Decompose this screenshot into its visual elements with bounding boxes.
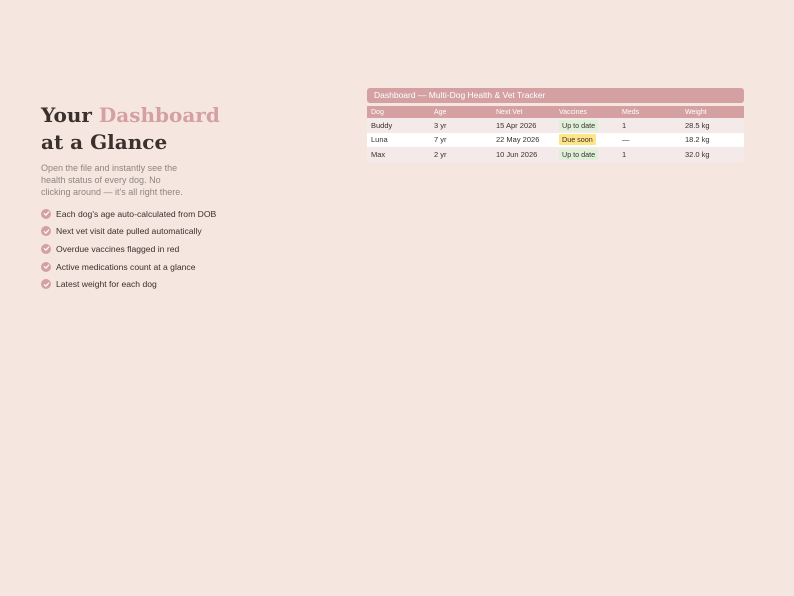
column-header-next-vet: Next Vet [492, 106, 555, 118]
column-header-meds: Meds [618, 106, 681, 118]
feature-label: Each dog's age auto-calculated from DOB [56, 208, 217, 219]
check-circle-icon [41, 262, 51, 272]
cell-age: 7 yr [430, 133, 492, 148]
feature-item [41, 275, 341, 293]
cell-next-vet: 10 Jun 2026 [492, 147, 555, 162]
table-row [367, 118, 744, 133]
feature-label: Latest weight for each dog [56, 279, 157, 290]
feature-list [41, 205, 341, 293]
dashboard-preview [367, 88, 744, 162]
dashboard-table [367, 106, 744, 162]
cell-vaccines [555, 118, 618, 133]
vaccine-status-badge: Due soon [559, 134, 596, 145]
cell-weight: 32.0 kg [681, 147, 744, 162]
page-headline [41, 102, 341, 156]
check-circle-icon [41, 209, 51, 219]
dashboard-title: Dashboard — Multi-Dog Health & Vet Tracker [367, 88, 744, 103]
feature-item [41, 240, 341, 258]
column-header-weight: Weight [681, 106, 744, 118]
subtitle: Open the file and instantly see the health status of every dog. No clicking around — it's all right there. [41, 163, 183, 197]
feature-item [41, 258, 341, 276]
cell-meds: 1 [618, 118, 681, 133]
cell-meds: — [618, 133, 681, 148]
cell-vaccines [555, 147, 618, 162]
cell-age: 3 yr [430, 118, 492, 133]
cell-dog: Buddy [367, 118, 430, 133]
cell-next-vet: 15 Apr 2026 [492, 118, 555, 133]
vaccine-status-badge: Up to date [559, 149, 598, 160]
table-row [367, 147, 744, 162]
cell-dog: Max [367, 147, 430, 162]
headline-accent: Dashboard [98, 103, 220, 127]
table-header-row [367, 106, 744, 118]
headline-line2: at a Glance [41, 130, 168, 154]
check-circle-icon [41, 226, 51, 236]
cell-dog: Luna [367, 133, 430, 148]
feature-item [41, 223, 341, 241]
cell-weight: 28.5 kg [681, 118, 744, 133]
hero-section [41, 102, 341, 293]
cell-meds: 1 [618, 147, 681, 162]
column-header-vaccines: Vaccines [555, 106, 618, 118]
vaccine-status-badge: Up to date [559, 120, 598, 131]
headline-part1: Your [41, 103, 99, 127]
feature-label: Active medications count at a glance [56, 261, 196, 272]
cell-age: 2 yr [430, 147, 492, 162]
table-row [367, 133, 744, 148]
cell-vaccines [555, 133, 618, 148]
feature-label: Overdue vaccines flagged in red [56, 243, 180, 254]
cell-next-vet: 22 May 2026 [492, 133, 555, 148]
feature-item [41, 205, 341, 223]
check-circle-icon [41, 244, 51, 254]
check-circle-icon [41, 279, 51, 289]
cell-weight: 18.2 kg [681, 133, 744, 148]
column-header-dog: Dog [367, 106, 430, 118]
feature-label: Next vet visit date pulled automatically [56, 226, 202, 237]
column-header-age: Age [430, 106, 492, 118]
